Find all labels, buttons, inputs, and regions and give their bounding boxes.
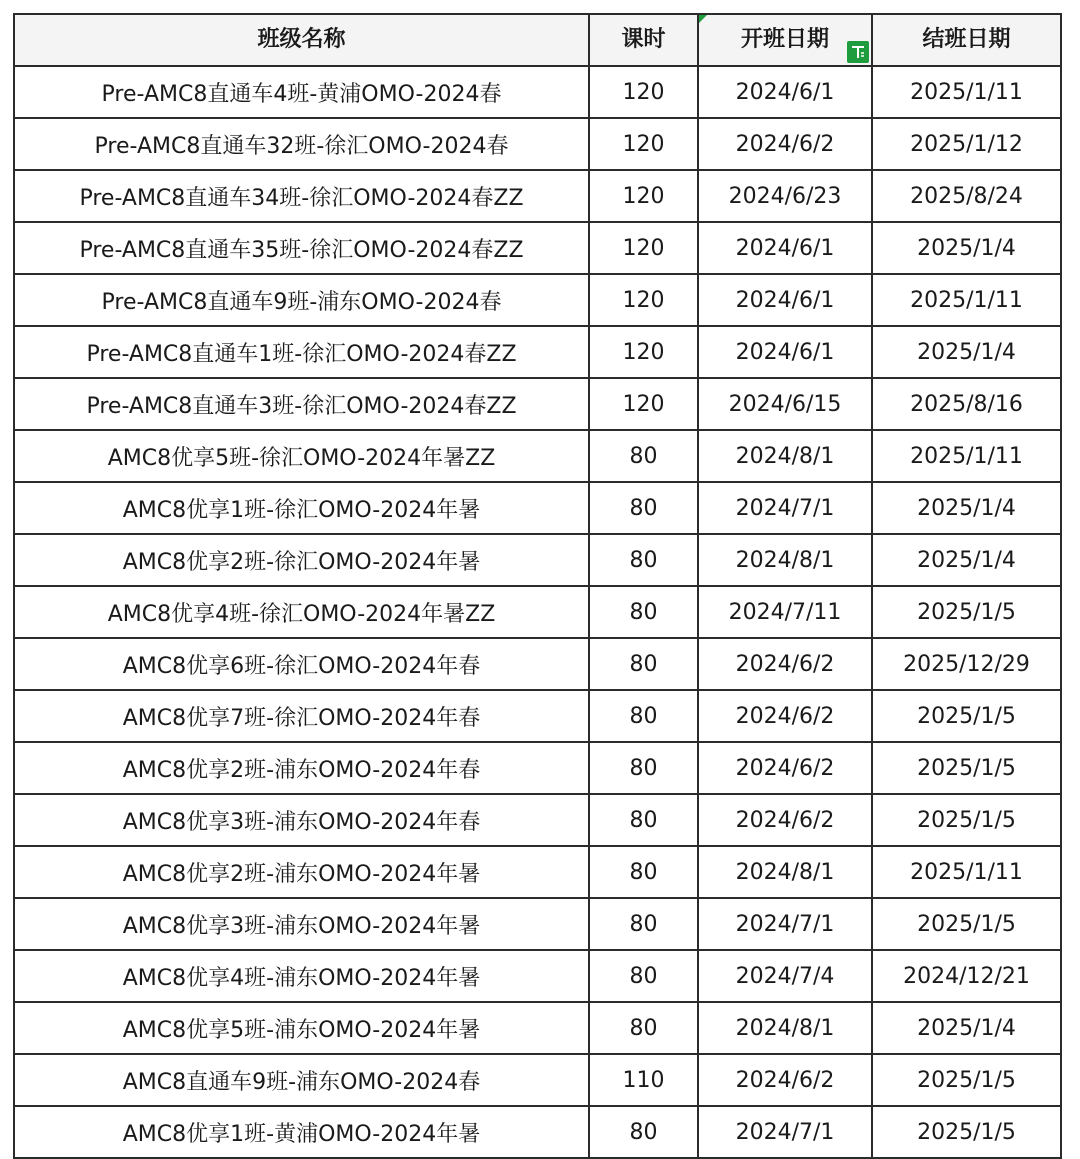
table-row [14,846,1061,898]
cell-end-date[interactable]: 2025/1/11 [872,846,1061,898]
cell-start-date[interactable]: 2024/6/1 [698,222,872,274]
cell-hours[interactable]: 80 [589,586,698,638]
cell-start-date[interactable]: 2024/6/1 [698,326,872,378]
table-row [14,742,1061,794]
table-row [14,274,1061,326]
cell-start-date[interactable]: 2024/6/2 [698,742,872,794]
cell-end-date[interactable]: 2025/12/29 [872,638,1061,690]
cell-class-name[interactable]: Pre-AMC8直通车9班-浦东OMO-2024春 [14,274,589,326]
cell-class-name[interactable]: Pre-AMC8直通车32班-徐汇OMO-2024春 [14,118,589,170]
header-label-start-date: 开班日期 [740,27,829,52]
table-row [14,950,1061,1002]
cell-end-date[interactable]: 2025/1/12 [872,118,1061,170]
cell-hours[interactable]: 80 [589,638,698,690]
cell-start-date[interactable]: 2024/6/1 [698,66,872,118]
cell-start-date[interactable]: 2024/6/2 [698,690,872,742]
cell-end-date[interactable]: 2025/1/11 [872,430,1061,482]
cell-hours[interactable]: 80 [589,846,698,898]
header-label-end-date: 结班日期 [922,27,1011,52]
filter-icon[interactable] [847,41,869,63]
table-row [14,1054,1061,1106]
cell-end-date[interactable]: 2025/1/5 [872,898,1061,950]
cell-start-date[interactable]: 2024/7/11 [698,586,872,638]
cell-hours[interactable]: 80 [589,742,698,794]
table-row [14,1002,1061,1054]
header-cell-end-date[interactable] [872,14,1061,66]
table-row [14,794,1061,846]
cell-end-date[interactable]: 2025/1/11 [872,274,1061,326]
cell-end-date[interactable]: 2025/1/4 [872,1002,1061,1054]
cell-hours[interactable]: 120 [589,118,698,170]
cell-end-date[interactable]: 2025/1/4 [872,482,1061,534]
cell-class-name[interactable]: AMC8优享2班-浦东OMO-2024年暑 [14,846,589,898]
header-label-class-name: 班级名称 [257,27,346,52]
cell-start-date[interactable]: 2024/7/4 [698,950,872,1002]
cell-class-name[interactable]: AMC8优享4班-浦东OMO-2024年暑 [14,950,589,1002]
cell-start-date[interactable]: 2024/8/1 [698,846,872,898]
cell-hours[interactable]: 120 [589,66,698,118]
cell-class-name[interactable]: AMC8优享2班-浦东OMO-2024年春 [14,742,589,794]
cell-start-date[interactable]: 2024/7/1 [698,898,872,950]
header-cell-start-date[interactable] [698,14,872,66]
cell-end-date[interactable]: 2025/1/5 [872,794,1061,846]
cell-class-name[interactable]: AMC8优享3班-浦东OMO-2024年春 [14,794,589,846]
cell-hours[interactable]: 120 [589,170,698,222]
cell-hours[interactable]: 80 [589,690,698,742]
header-label-hours: 课时 [621,27,666,52]
cell-hours[interactable]: 120 [589,222,698,274]
cell-hours[interactable]: 80 [589,898,698,950]
table-row [14,66,1061,118]
cell-class-name[interactable]: AMC8优享3班-浦东OMO-2024年暑 [14,898,589,950]
cell-start-date[interactable]: 2024/6/2 [698,1054,872,1106]
cell-class-name[interactable]: Pre-AMC8直通车35班-徐汇OMO-2024春ZZ [14,222,589,274]
cell-end-date[interactable]: 2025/1/4 [872,534,1061,586]
cell-start-date[interactable]: 2024/8/1 [698,534,872,586]
cell-end-date[interactable]: 2025/1/4 [872,326,1061,378]
cell-class-name[interactable]: AMC8优享4班-徐汇OMO-2024年暑ZZ [14,586,589,638]
cell-hours[interactable]: 80 [589,794,698,846]
cell-hours[interactable]: 120 [589,274,698,326]
cell-hours[interactable]: 80 [589,950,698,1002]
header-row [14,14,1061,66]
cell-start-date[interactable]: 2024/6/1 [698,274,872,326]
filter-glyph-icon [850,44,866,60]
table-row [14,170,1061,222]
cell-start-date[interactable]: 2024/6/15 [698,378,872,430]
class-schedule-table [13,13,1062,1159]
cell-start-date[interactable]: 2024/8/1 [698,430,872,482]
comment-marker-icon [699,15,707,23]
cell-class-name[interactable]: AMC8优享1班-徐汇OMO-2024年暑 [14,482,589,534]
table-row [14,690,1061,742]
cell-hours[interactable]: 80 [589,534,698,586]
cell-hours[interactable]: 120 [589,326,698,378]
table-row [14,898,1061,950]
cell-hours[interactable]: 80 [589,482,698,534]
table-row [14,638,1061,690]
cell-start-date[interactable]: 2024/7/1 [698,1106,872,1158]
cell-end-date[interactable]: 2024/12/21 [872,950,1061,1002]
cell-class-name[interactable]: Pre-AMC8直通车1班-徐汇OMO-2024春ZZ [14,326,589,378]
cell-hours[interactable]: 80 [589,430,698,482]
cell-start-date[interactable]: 2024/6/2 [698,794,872,846]
cell-start-date[interactable]: 2024/6/2 [698,638,872,690]
cell-class-name[interactable]: AMC8优享5班-浦东OMO-2024年暑 [14,1002,589,1054]
cell-hours[interactable]: 120 [589,378,698,430]
cell-start-date[interactable]: 2024/6/2 [698,118,872,170]
table-row [14,534,1061,586]
table-row [14,482,1061,534]
table-row [14,430,1061,482]
table-row [14,586,1061,638]
cell-end-date[interactable]: 2025/1/5 [872,742,1061,794]
cell-class-name[interactable]: AMC8直通车9班-浦东OMO-2024春 [14,1054,589,1106]
cell-class-name[interactable]: AMC8优享6班-徐汇OMO-2024年春 [14,638,589,690]
cell-hours[interactable]: 80 [589,1106,698,1158]
cell-class-name[interactable]: Pre-AMC8直通车3班-徐汇OMO-2024春ZZ [14,378,589,430]
cell-start-date[interactable]: 2024/8/1 [698,1002,872,1054]
cell-start-date[interactable]: 2024/7/1 [698,482,872,534]
cell-class-name[interactable]: Pre-AMC8直通车34班-徐汇OMO-2024春ZZ [14,170,589,222]
cell-end-date[interactable]: 2025/1/5 [872,690,1061,742]
cell-class-name[interactable]: Pre-AMC8直通车4班-黄浦OMO-2024春 [14,66,589,118]
table-row [14,1106,1061,1158]
cell-hours[interactable]: 80 [589,1002,698,1054]
cell-class-name[interactable]: AMC8优享5班-徐汇OMO-2024年暑ZZ [14,430,589,482]
cell-end-date[interactable]: 2025/1/5 [872,1106,1061,1158]
header-cell-hours[interactable] [589,14,698,66]
table-row [14,326,1061,378]
table-body [14,66,1061,1158]
cell-class-name[interactable]: AMC8优享1班-黄浦OMO-2024年暑 [14,1106,589,1158]
cell-hours[interactable]: 110 [589,1054,698,1106]
cell-end-date[interactable]: 2025/1/11 [872,66,1061,118]
cell-start-date[interactable]: 2024/6/23 [698,170,872,222]
table-row [14,222,1061,274]
table-row [14,378,1061,430]
cell-class-name[interactable]: AMC8优享2班-徐汇OMO-2024年暑 [14,534,589,586]
cell-class-name[interactable]: AMC8优享7班-徐汇OMO-2024年春 [14,690,589,742]
cell-end-date[interactable]: 2025/1/5 [872,1054,1061,1106]
cell-end-date[interactable]: 2025/1/4 [872,222,1061,274]
cell-end-date[interactable]: 2025/8/24 [872,170,1061,222]
cell-end-date[interactable]: 2025/1/5 [872,586,1061,638]
header-cell-class-name[interactable] [14,14,589,66]
table-row [14,118,1061,170]
cell-end-date[interactable]: 2025/8/16 [872,378,1061,430]
